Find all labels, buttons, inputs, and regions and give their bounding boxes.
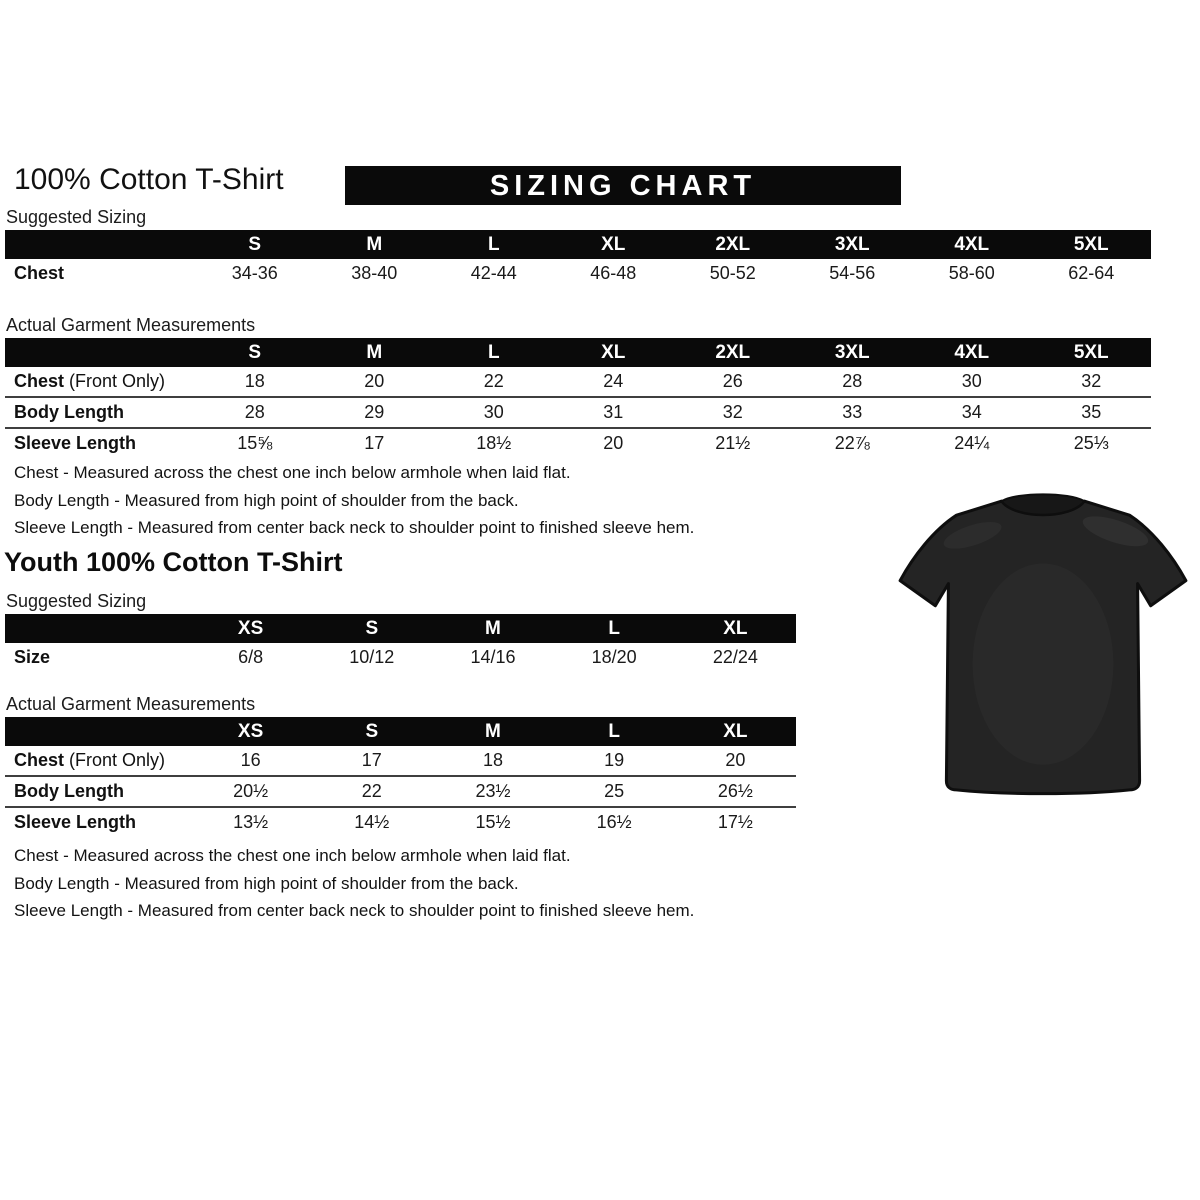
note-chest: Chest - Measured across the chest one inch below armhole when laid flat. [14, 463, 571, 482]
value-cell: 22/24 [712, 647, 758, 667]
table-header-row [5, 717, 796, 746]
row-label [5, 746, 190, 776]
value-cell: 10/12 [349, 647, 395, 667]
header-cell: XS [190, 614, 311, 643]
value-cell: 17 [315, 428, 435, 458]
youth-suggested-heading: Suggested Sizing [6, 591, 147, 611]
value-cell: 50-52 [709, 263, 756, 283]
header-cell: 5XL [1032, 338, 1152, 367]
header-cell: XS [190, 717, 311, 746]
header-cell: 3XL [793, 230, 913, 259]
tshirt-icon [892, 483, 1194, 807]
value-cell: 26½ [675, 776, 796, 807]
value-cell: 46-48 [590, 263, 637, 283]
value-cell: 16 [240, 750, 261, 770]
value-cell: 30 [961, 371, 982, 391]
table-header-row [5, 614, 796, 643]
value-cell: 18 [482, 750, 503, 770]
row-label: Size [14, 647, 51, 667]
header-cell: XL [675, 614, 796, 643]
header-cell: S [311, 717, 432, 746]
value-cell: 13½ [190, 807, 311, 837]
adult-suggested-heading: Suggested Sizing [6, 207, 147, 227]
header-cell: L [434, 230, 554, 259]
value-cell: 24 [603, 371, 624, 391]
youth-suggested-table [5, 614, 796, 672]
value-cell: 6/8 [238, 647, 264, 667]
value-cell: 23½ [432, 776, 553, 807]
value-cell: 18/20 [591, 647, 637, 667]
header-cell: L [554, 614, 675, 643]
value-cell: 16½ [554, 807, 675, 837]
value-cell: 31 [554, 397, 674, 428]
header-cell: 2XL [673, 338, 793, 367]
value-cell: 15⅝ [195, 428, 315, 458]
header-cell: 2XL [673, 230, 793, 259]
value-cell: 54-56 [829, 263, 876, 283]
table-row [5, 776, 796, 807]
value-cell: 18 [244, 371, 265, 391]
header-cell: S [195, 230, 315, 259]
value-cell: 25 [554, 776, 675, 807]
header-cell: M [432, 614, 553, 643]
note-sleeve-length: Sleeve Length - Measured from center back neck to shoulder point to finished sleeve hem. [14, 901, 695, 920]
value-cell: 42-44 [470, 263, 517, 283]
value-cell: 32 [673, 397, 793, 428]
table-row [5, 367, 1151, 397]
header-cell: 4XL [912, 230, 1032, 259]
value-cell: 21½ [673, 428, 793, 458]
header-cell: XL [554, 338, 674, 367]
value-cell: 34-36 [231, 263, 278, 283]
value-cell: 20 [364, 371, 385, 391]
youth-title: Youth 100% Cotton T-Shirt [4, 547, 343, 577]
value-cell: 58-60 [948, 263, 995, 283]
header-cell: 5XL [1032, 230, 1152, 259]
table-row [5, 428, 1151, 458]
row-label: Body Length [5, 397, 195, 428]
header-cell: S [195, 338, 315, 367]
value-cell: 38-40 [351, 263, 398, 283]
table-header-row [5, 338, 1151, 367]
row-label-suffix: (Front Only) [69, 371, 166, 391]
youth-actual-heading: Actual Garment Measurements [6, 694, 256, 714]
header-cell: XL [554, 230, 674, 259]
row-label: Chest [14, 263, 65, 283]
note-chest: Chest - Measured across the chest one inch below armhole when laid flat. [14, 846, 571, 865]
adult-actual-heading: Actual Garment Measurements [6, 315, 256, 335]
header-cell: M [432, 717, 553, 746]
table-row [5, 259, 1151, 288]
header-cell-blank [5, 717, 190, 746]
table-row [5, 643, 796, 672]
value-cell: 17½ [675, 807, 796, 837]
adult-notes [14, 459, 694, 542]
value-cell: 32 [1081, 371, 1102, 391]
table-row [5, 807, 796, 837]
value-cell: 33 [793, 397, 913, 428]
value-cell: 29 [315, 397, 435, 428]
value-cell: 22 [311, 776, 432, 807]
value-cell: 15½ [432, 807, 553, 837]
header-cell: S [311, 614, 432, 643]
value-cell: 26 [722, 371, 743, 391]
header-cell: L [554, 717, 675, 746]
note-body-length: Body Length - Measured from high point of shoulder from the back. [14, 490, 519, 510]
youth-actual-table [5, 717, 796, 837]
value-cell: 62-64 [1068, 263, 1115, 283]
row-label: Sleeve Length [5, 807, 190, 837]
header-cell-blank [5, 614, 190, 643]
value-cell: 35 [1032, 397, 1152, 428]
value-cell: 25⅓ [1032, 428, 1152, 458]
value-cell: 22 [483, 371, 504, 391]
black-tshirt-image [892, 483, 1194, 807]
value-cell: 14½ [311, 807, 432, 837]
value-cell: 20 [554, 428, 674, 458]
value-cell: 18½ [434, 428, 554, 458]
table-row [5, 397, 1151, 428]
value-cell: 20 [725, 750, 746, 770]
row-label-main: Chest [14, 750, 65, 770]
value-cell: 22⅞ [793, 428, 913, 458]
value-cell: 17 [361, 750, 382, 770]
header-cell: 4XL [912, 338, 1032, 367]
value-cell: 30 [434, 397, 554, 428]
value-cell: 28 [842, 371, 863, 391]
table-row [5, 746, 796, 776]
header-cell: M [315, 338, 435, 367]
value-cell: 28 [195, 397, 315, 428]
header-cell-blank [5, 230, 195, 259]
header-cell-blank [5, 338, 195, 367]
header-cell: L [434, 338, 554, 367]
note-body-length: Body Length - Measured from high point of shoulder from the back. [14, 873, 519, 893]
value-cell: 24¼ [912, 428, 1032, 458]
value-cell: 20½ [190, 776, 311, 807]
note-sleeve-length: Sleeve Length - Measured from center back neck to shoulder point to finished sleeve hem. [14, 518, 695, 537]
page-title: 100% Cotton T-Shirt [14, 163, 284, 196]
value-cell: 14/16 [470, 647, 516, 667]
youth-notes [14, 842, 694, 925]
value-cell: 19 [604, 750, 625, 770]
table-header-row [5, 230, 1151, 259]
header-cell: 3XL [793, 338, 913, 367]
header-cell: M [315, 230, 435, 259]
row-label: Sleeve Length [5, 428, 195, 458]
header-cell: XL [675, 717, 796, 746]
row-label [5, 367, 195, 397]
sizing-chart-banner: SIZING CHART [345, 166, 901, 205]
row-label-suffix: (Front Only) [69, 750, 166, 770]
row-label-main: Chest [14, 371, 65, 391]
adult-suggested-table [5, 230, 1151, 288]
adult-actual-table [5, 338, 1151, 458]
value-cell: 34 [912, 397, 1032, 428]
row-label: Body Length [5, 776, 190, 807]
